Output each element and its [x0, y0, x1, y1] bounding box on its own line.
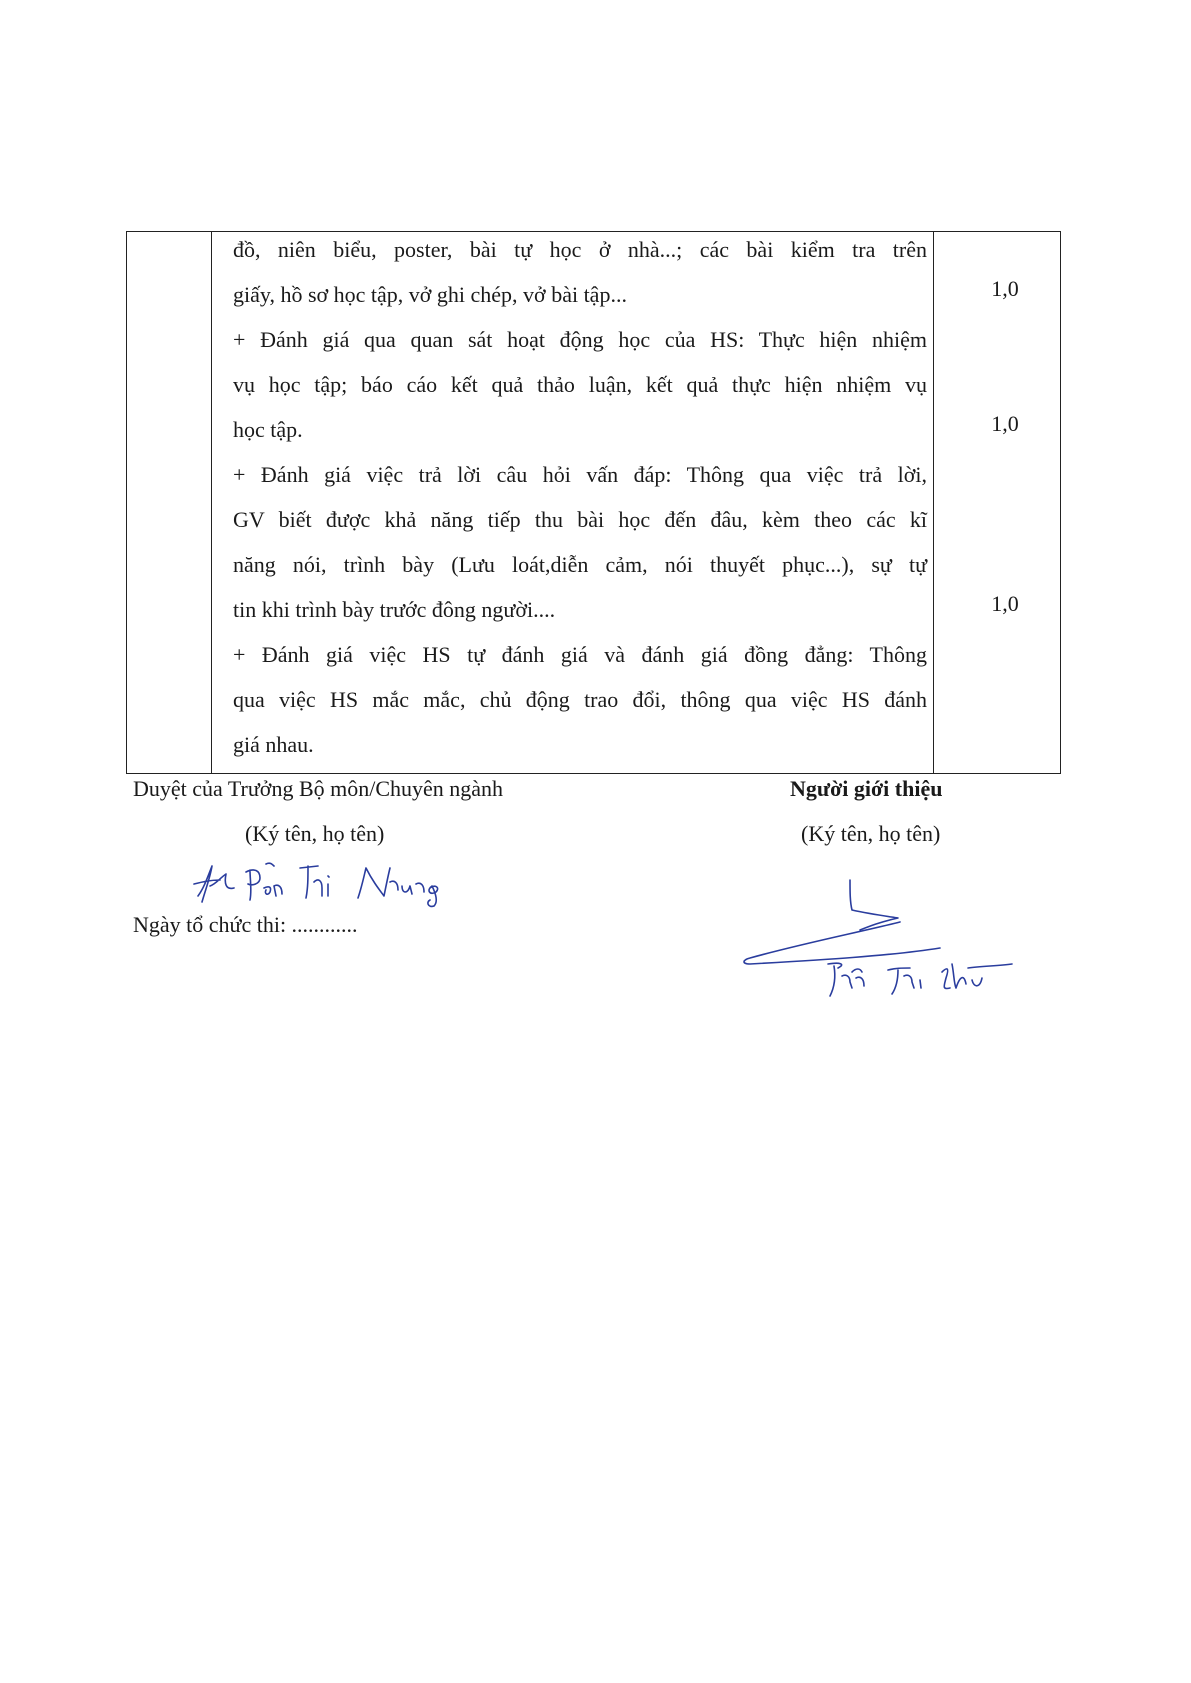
content-line: giấy, hồ sơ học tập, vở ghi chép, vở bài tập... — [233, 282, 627, 307]
introducer-signature — [720, 872, 1020, 1002]
content-line: + Đánh giá việc trả lời câu hỏi vấn đáp: Thông qua việc trả lời, — [233, 462, 927, 487]
criteria-content — [233, 227, 927, 767]
introducer-title: Người giới thiệu — [790, 776, 943, 801]
table-column-divider — [933, 232, 934, 773]
content-line: đồ, niên biểu, poster, bài tự học ở nhà...; các bài kiểm tra trên — [233, 237, 927, 262]
content-line: năng nói, trình bày (Lưu loát,diễn cảm, nói thuyết phục...), sự tự — [233, 552, 927, 577]
content-line: tin khi trình bày trước đông người.... — [233, 597, 556, 622]
content-line: giá nhau. — [233, 732, 314, 757]
approval-title: Duyệt của Trưởng Bộ môn/Chuyên ngành — [133, 776, 504, 801]
content-line: qua việc HS mắc mắc, chủ động trao đổi, thông qua việc HS đánh — [233, 687, 927, 712]
approval-signature — [190, 858, 460, 908]
score-value: 1,0 — [991, 276, 1019, 301]
content-line: vụ học tập; báo cáo kết quả thảo luận, kết quả thực hiện nhiệm vụ — [233, 372, 927, 397]
exam-date: Ngày tổ chức thi: ............ — [133, 912, 358, 937]
table-column-divider — [211, 232, 212, 773]
approval-sign-note: (Ký tên, họ tên) — [245, 821, 385, 846]
content-line: GV biết được khả năng tiếp thu bài học đến đâu, kèm theo các kĩ — [233, 507, 927, 532]
content-line: + Đánh giá qua quan sát hoạt động học của HS: Thực hiện nhiệm — [233, 327, 927, 352]
content-line: học tập. — [233, 417, 303, 442]
score-value: 1,0 — [991, 591, 1019, 616]
content-line: + Đánh giá việc HS tự đánh giá và đánh giá đồng đẳng: Thông — [233, 642, 927, 667]
introducer-sign-note: (Ký tên, họ tên) — [801, 821, 941, 846]
score-value: 1,0 — [991, 411, 1019, 436]
